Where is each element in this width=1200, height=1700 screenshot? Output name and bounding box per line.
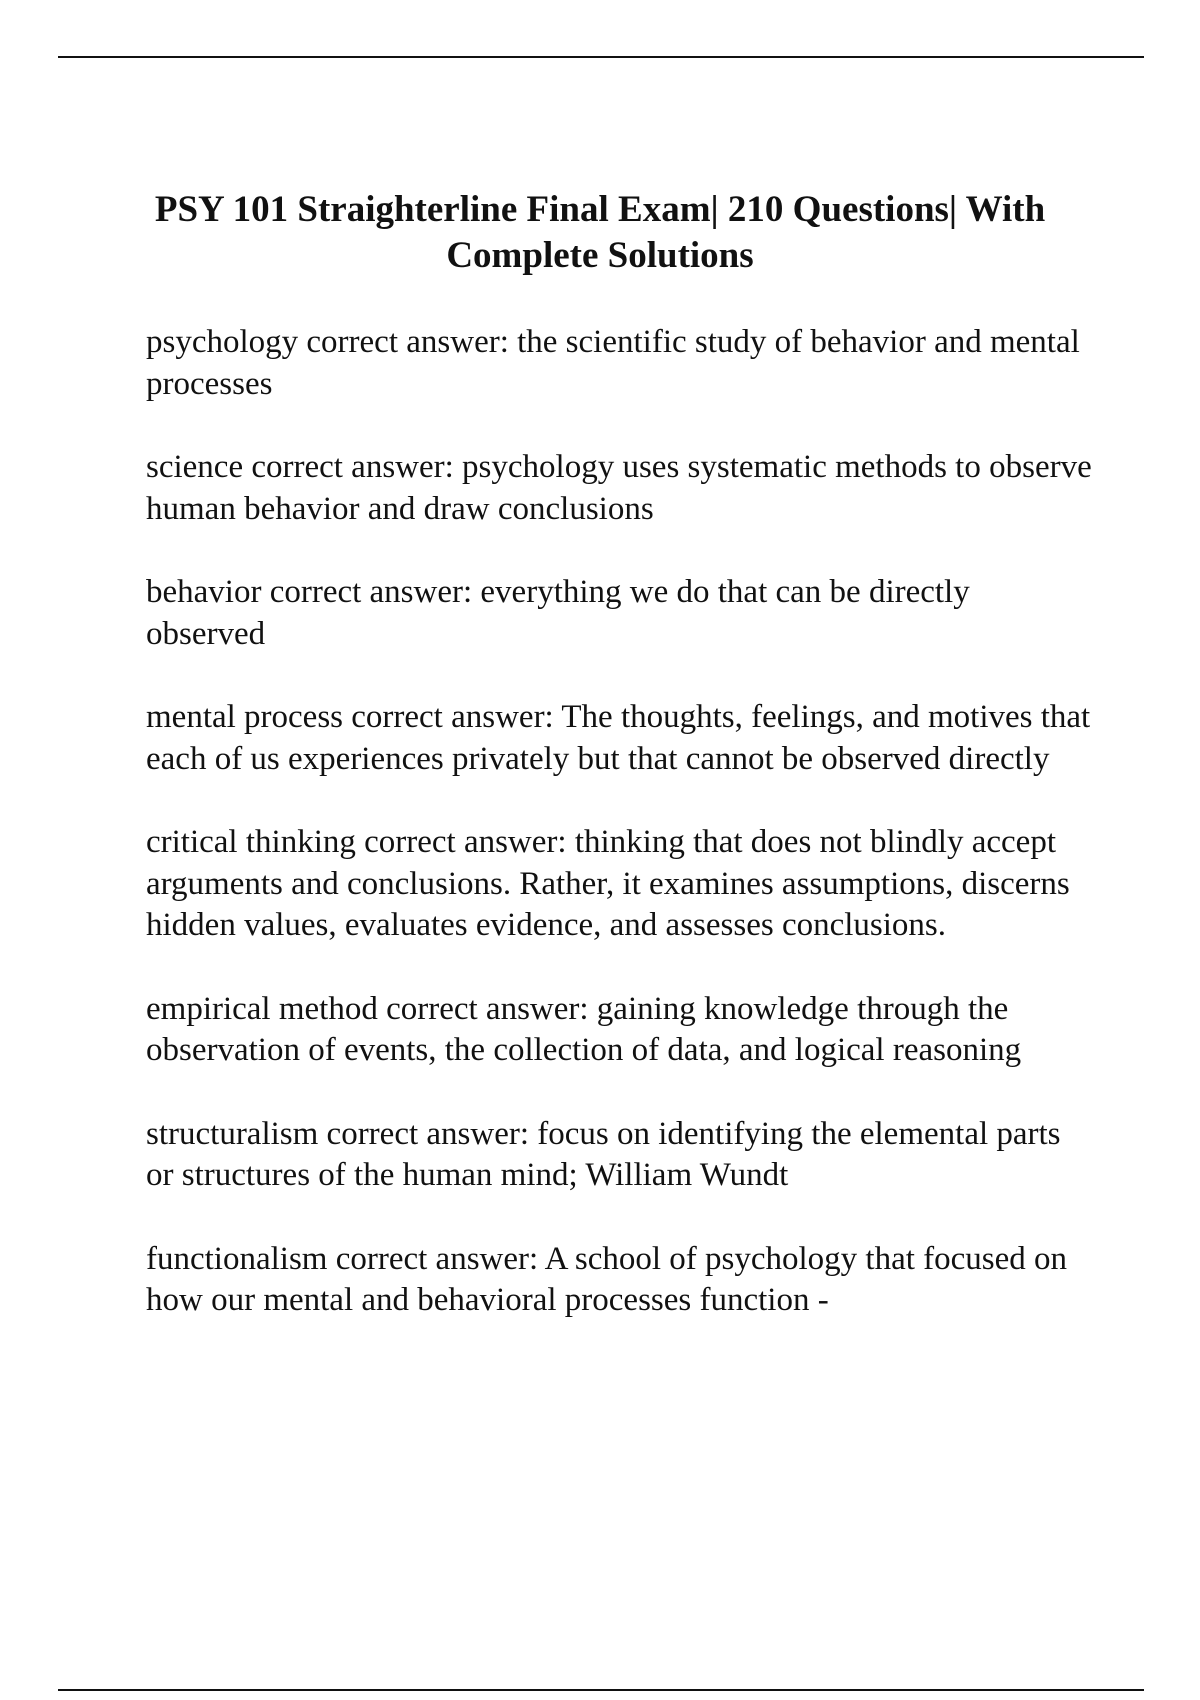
qa-entry-psychology: psychology correct answer: the scientific study of behavior and mental processes	[146, 324, 1080, 402]
header-rule	[58, 56, 1144, 58]
qa-entry-structuralism: structuralism correct answer: focus on identifying the elemental parts or structures of the human mind; William Wundt	[146, 1115, 1061, 1193]
qa-entry-critical-thinking: critical thinking correct answer: thinking that does not blindly accept arguments and conclusions. Rather, it examines assumptions, discerns hidden values, evaluates evidence, and assesses conclusions.	[146, 824, 1070, 943]
qa-entry-functionalism: functionalism correct answer: A school of psychology that focused on how our mental and behavioral processes function -	[146, 1240, 1068, 1318]
qa-entry-behavior: behavior correct answer: everything we do that can be directly observed	[146, 574, 970, 652]
qa-entry-mental-process: mental process correct answer: The thoughts, feelings, and motives that each of us experiences privately but that cannot be observed directly	[146, 699, 1091, 777]
document-title: PSY 101 Straighterline Final Exam| 210 Questions| With Complete Solutions	[154, 189, 1046, 276]
qa-entry-science: science correct answer: psychology uses systematic methods to observe human behavior and draw conclusions	[146, 449, 1092, 527]
qa-list	[146, 322, 1096, 1364]
footer-rule	[58, 1689, 1144, 1691]
qa-entry-empirical-method: empirical method correct answer: gaining knowledge through the observation of events, the collection of data, and logical reasoning	[146, 990, 1022, 1068]
